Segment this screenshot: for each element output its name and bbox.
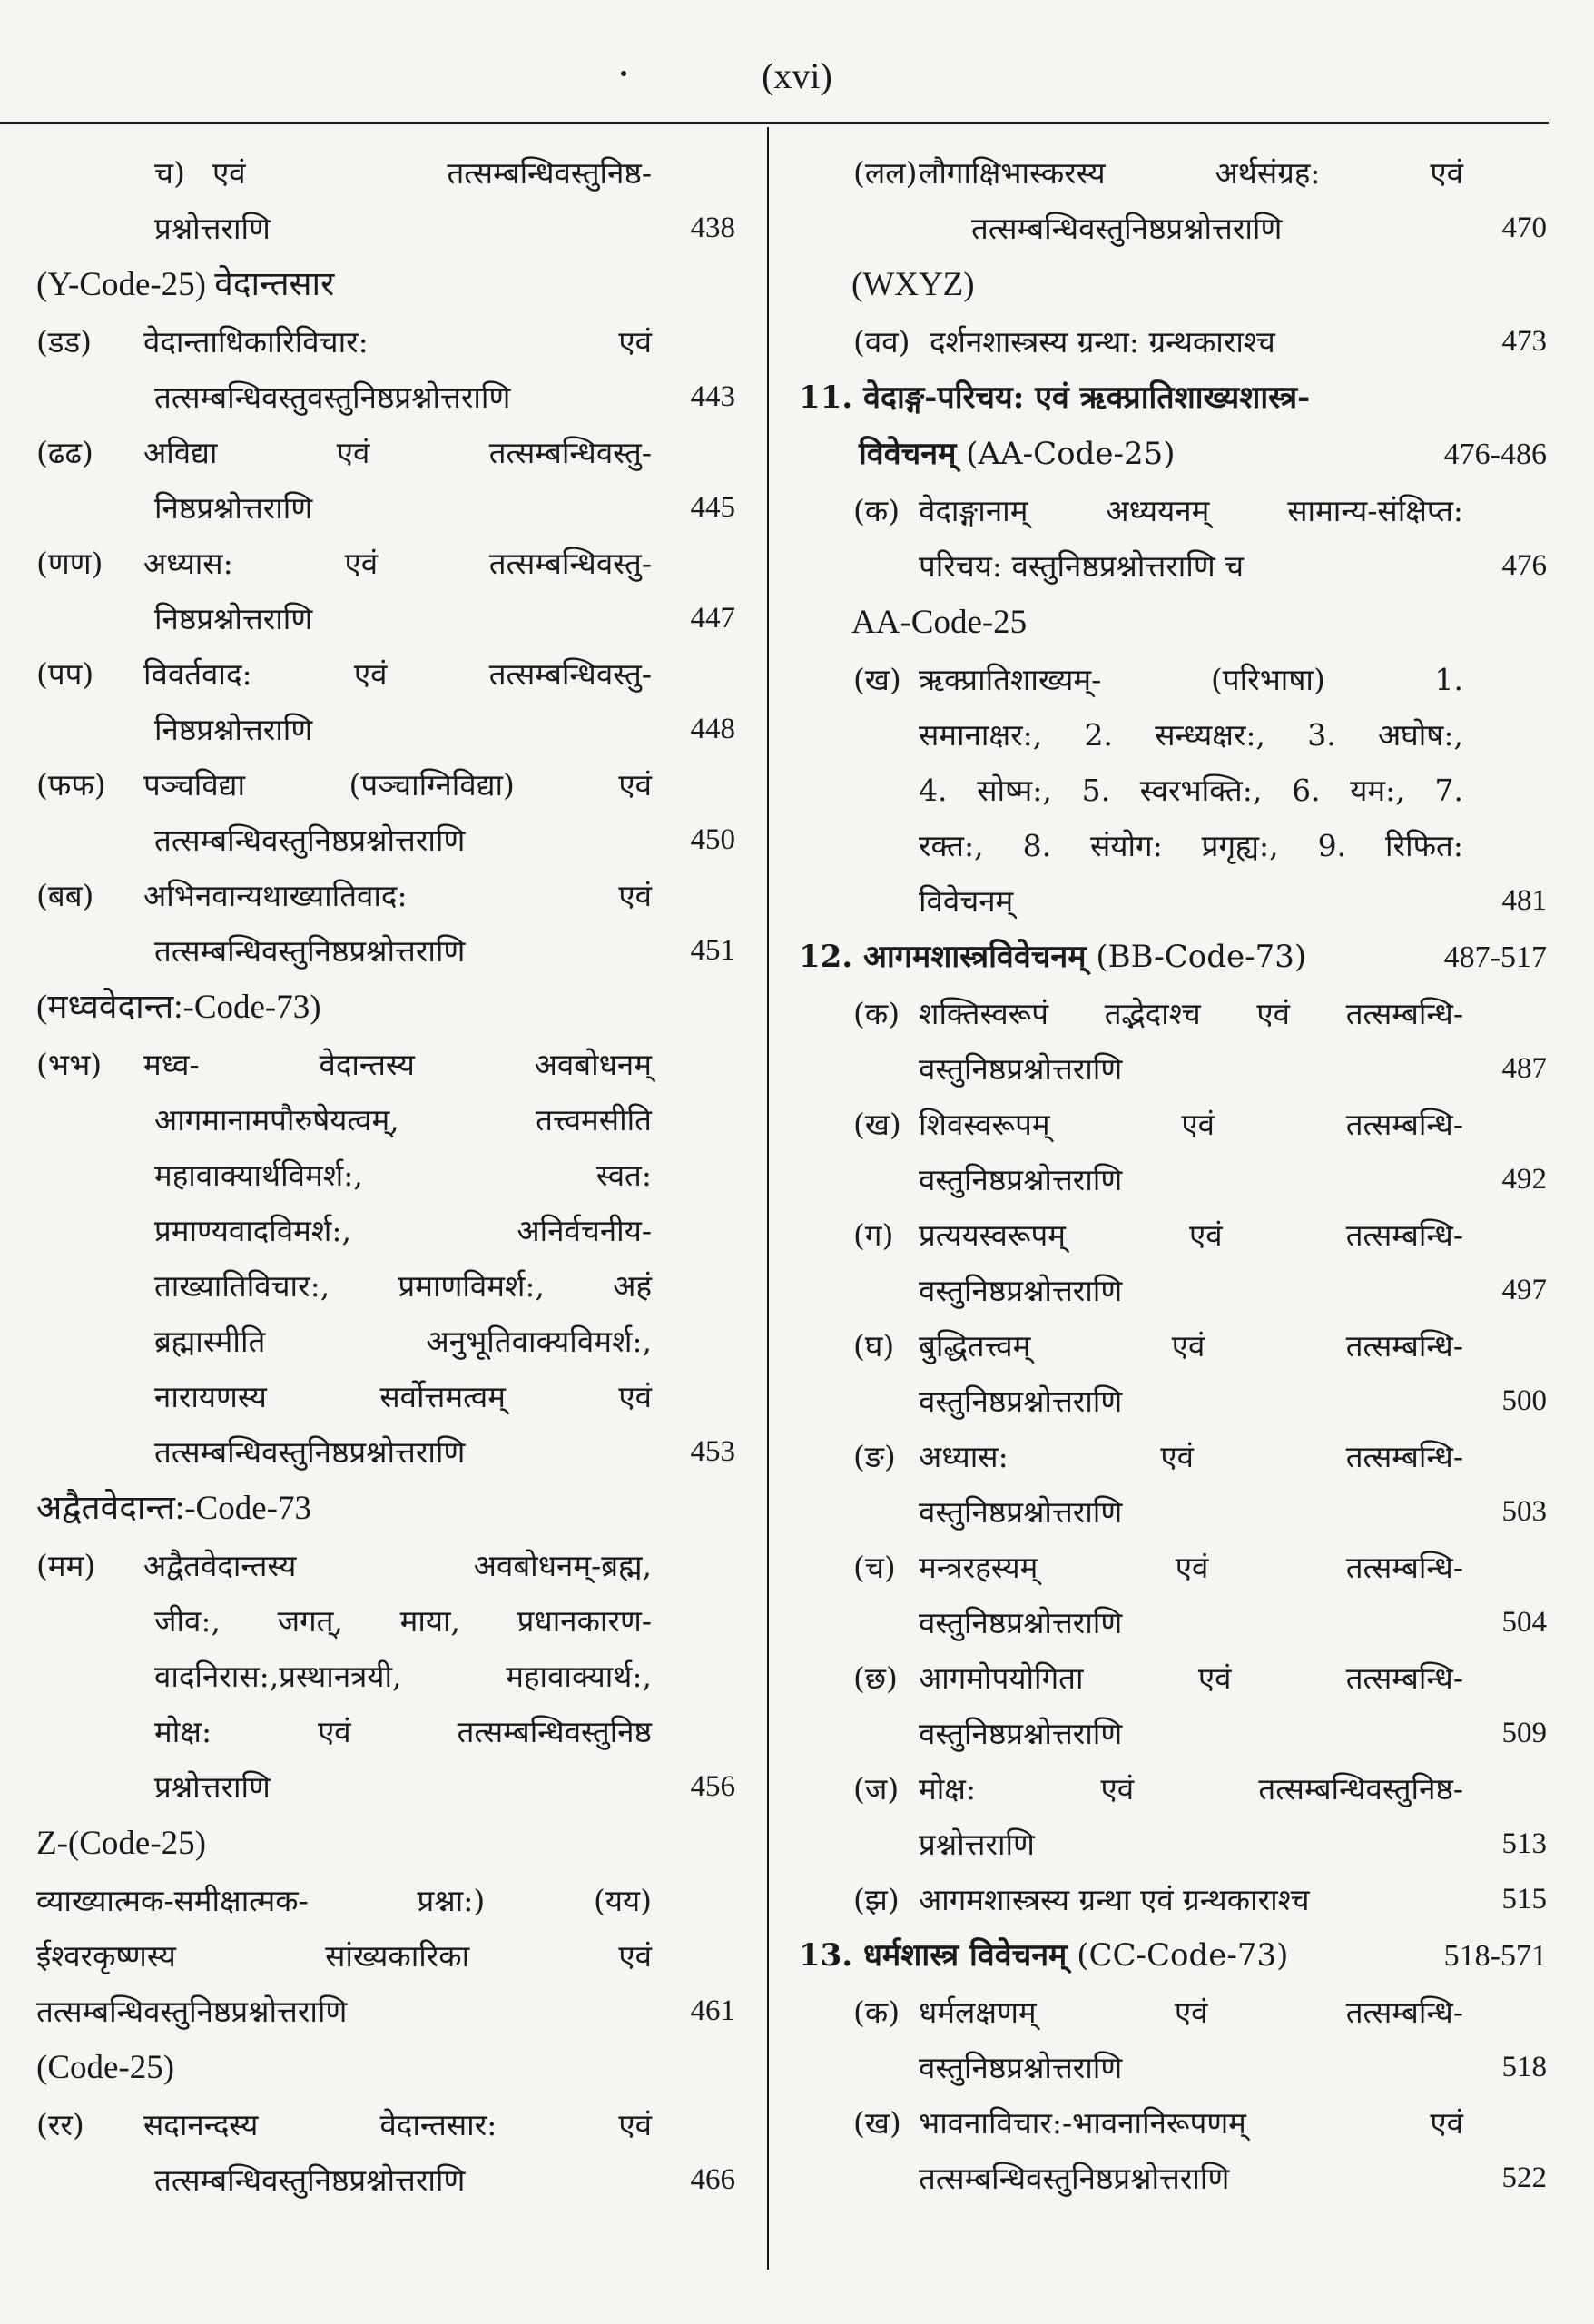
section-heading: (Code-25) bbox=[36, 2049, 175, 2086]
entry-title: एवं तत्सम्बन्धिवस्तुनिष्ठ- bbox=[212, 155, 652, 191]
toc-entry bbox=[36, 314, 735, 425]
entry-title: दर्शनशास्त्रस्य ग्रन्था: ग्रन्थकाराश्च bbox=[930, 324, 1275, 359]
entry-title: व्याख्यात्मक-समीक्षात्मक- प्रश्ना:) (यय) bbox=[36, 1883, 652, 1918]
toc-entry bbox=[36, 2097, 735, 2208]
toc-paragraph bbox=[36, 1873, 735, 2039]
page-ref: 518 bbox=[1501, 2051, 1547, 2083]
entry-title: वेदान्ताधिकारिविचार: एवं bbox=[143, 324, 652, 359]
page-ref: 470 bbox=[1501, 212, 1547, 244]
toc-entry bbox=[36, 1538, 735, 1815]
entry-title: लौगाक्षिभास्करस्य अर्थसंग्रह: एवं bbox=[919, 155, 1463, 191]
right-column bbox=[799, 145, 1547, 2206]
entry-label: (भभ) bbox=[36, 1047, 103, 1082]
entry-title-cont: तत्सम्बन्धिवस्तुनिष्ठप्रश्नोत्तराणि bbox=[154, 822, 466, 858]
toc-entry bbox=[799, 314, 1547, 369]
page-ref: 504 bbox=[1501, 1606, 1547, 1639]
toc-entry bbox=[799, 1207, 1547, 1318]
entry-title: मध्व- वेदान्तस्य अवबोधनम् bbox=[143, 1047, 652, 1082]
entry-label: (ज) bbox=[853, 1771, 900, 1807]
toc-entry bbox=[799, 2095, 1547, 2206]
entry-title-cont: प्रश्नोत्तराणि bbox=[154, 211, 271, 246]
entry-title-cont: महावाक्यार्थविमर्श:, स्वत: bbox=[154, 1157, 652, 1193]
page-range: 487-517 bbox=[1443, 940, 1547, 974]
entry-title-cont: 4. सोष्म:, 5. स्वरभक्ति:, 6. यम:, 7. bbox=[919, 773, 1463, 808]
entry-label: (वव) bbox=[853, 324, 910, 359]
entry-title-cont: निष्ठप्रश्नोत्तराणि bbox=[154, 712, 313, 747]
entry-title: धर्मलक्षणम् एवं तत्सम्बन्धि- bbox=[919, 1994, 1463, 2030]
entry-title: वेदाङ्गानाम् अध्ययनम् सामान्य-संक्षिप्त: bbox=[919, 493, 1463, 528]
page-ref: 492 bbox=[1501, 1163, 1547, 1196]
entry-label: (ढढ) bbox=[36, 435, 93, 470]
entry-label: च) bbox=[154, 155, 185, 191]
entry-title: पञ्चविद्या (पञ्चाग्निविद्या) एवं bbox=[143, 767, 652, 803]
entry-title: अविद्या एवं तत्सम्बन्धिवस्तु- bbox=[143, 435, 652, 470]
column-divider bbox=[767, 127, 769, 2270]
entry-title-cont: जीव:, जगत्, माया, प्रधानकारण- bbox=[154, 1603, 652, 1639]
entry-title-cont: तत्सम्बन्धिवस्तुवस्तुनिष्ठप्रश्नोत्तराणि bbox=[154, 379, 511, 415]
entry-title-cont: रक्त:, 8. संयोग: प्रगृह्य:, 9. रिफित: bbox=[919, 828, 1463, 863]
toc-entry bbox=[799, 1318, 1547, 1429]
chapter-code: (BB-Code-73) bbox=[1096, 939, 1307, 975]
toc-entry bbox=[36, 425, 735, 536]
chapter-title bbox=[799, 1927, 1547, 1984]
page-ref: 473 bbox=[1501, 325, 1547, 358]
entry-title-cont: तत्सम्बन्धिवस्तुनिष्ठप्रश्नोत्तराणि bbox=[154, 933, 466, 969]
entry-label: (ग) bbox=[853, 1217, 894, 1253]
entry-label: (णण) bbox=[36, 546, 103, 581]
entry-label: (बब) bbox=[36, 878, 94, 913]
entry-title-cont: प्रश्नोत्तराणि bbox=[919, 1827, 1035, 1862]
entry-title: आगमशास्त्रस्य ग्रन्था एवं ग्रन्थकाराश्च bbox=[919, 1882, 1310, 1917]
entry-title-cont: वस्तुनिष्ठप्रश्नोत्तराणि bbox=[919, 1384, 1123, 1419]
left-column bbox=[36, 145, 735, 2208]
section-heading: AA-Code-25 bbox=[851, 604, 1028, 641]
entry-title-cont: वस्तुनिष्ठप्रश्नोत्तराणि bbox=[919, 1162, 1123, 1197]
page-ref: 503 bbox=[1501, 1495, 1547, 1528]
page-ref: 500 bbox=[1501, 1384, 1547, 1417]
entry-title: अध्यास: एवं तत्सम्बन्धिवस्तु- bbox=[143, 546, 652, 581]
entry-title: मन्त्ररहस्यम् एवं तत्सम्बन्धि- bbox=[919, 1550, 1463, 1585]
entry-title-cont: तत्सम्बन्धिवस्तुनिष्ठप्रश्नोत्तराणि bbox=[971, 211, 1283, 246]
entry-label: (मम) bbox=[36, 1548, 96, 1583]
toc-entry bbox=[799, 1650, 1547, 1761]
page-range: 476-486 bbox=[1443, 438, 1547, 471]
entry-label: (ख) bbox=[853, 662, 901, 697]
toc-entry bbox=[799, 986, 1547, 1097]
entry-label: (ख) bbox=[853, 2105, 901, 2141]
entry-title-cont: ताख्यातिविचार:, प्रमाणविमर्श:, अहं bbox=[154, 1268, 652, 1304]
page-ref: 453 bbox=[690, 1435, 735, 1468]
entry-title: बुद्धितत्त्वम् एवं तत्सम्बन्धि- bbox=[919, 1328, 1463, 1364]
page-ref: 522 bbox=[1501, 2162, 1547, 2194]
page-ref: 443 bbox=[690, 380, 735, 413]
entry-title: अध्यास: एवं तत्सम्बन्धि- bbox=[919, 1439, 1463, 1474]
page-ref: 481 bbox=[1501, 884, 1547, 917]
toc-entry bbox=[799, 1429, 1547, 1540]
entry-label: (झ) bbox=[853, 1882, 900, 1917]
page-ref: 461 bbox=[690, 1994, 735, 2027]
entry-title: ऋक्प्रातिशाख्यम्- (परिभाषा) 1. bbox=[919, 662, 1463, 697]
entry-title-cont: नारायणस्य सर्वोत्तमत्वम् एवं bbox=[154, 1379, 652, 1414]
toc-entry bbox=[799, 483, 1547, 594]
toc-entry bbox=[799, 1761, 1547, 1872]
entry-title-cont: वस्तुनिष्ठप्रश्नोत्तराणि bbox=[919, 1051, 1123, 1087]
chapter-title: 11. वेदाङ्ग-परिचय: एवं ऋक्प्रातिशाख्यशास्त्र- bbox=[799, 379, 1311, 416]
toc-entry bbox=[799, 145, 1547, 256]
chapter-name: विवेचनम् bbox=[859, 436, 957, 472]
entry-title: आगमोपयोगिता एवं तत्सम्बन्धि- bbox=[919, 1660, 1463, 1696]
entry-title-cont: वादनिरास:,प्रस्थानत्रयी, महावाक्यार्थ:, bbox=[154, 1659, 652, 1694]
entry-title-cont: आगमानामपौरुषेयत्वम्, तत्त्वमसीति bbox=[154, 1102, 652, 1137]
page-ref: 447 bbox=[690, 602, 735, 635]
entry-label: (छ) bbox=[853, 1660, 898, 1696]
entry-title-cont: वस्तुनिष्ठप्रश्नोत्तराणि bbox=[919, 1605, 1123, 1640]
page-ref: 438 bbox=[690, 212, 735, 244]
toc-entry bbox=[799, 1872, 1547, 1927]
entry-label: (क) bbox=[853, 996, 900, 1031]
entry-title-cont: तत्सम्बन्धिवस्तुनिष्ठप्रश्नोत्तराणि bbox=[154, 2162, 466, 2198]
entry-label: (च) bbox=[853, 1550, 896, 1585]
entry-title: विवर्तवाद: एवं तत्सम्बन्धिवस्तु- bbox=[143, 656, 652, 692]
section-heading: अद्वैतवेदान्त:-Code-73 bbox=[36, 1490, 311, 1527]
entry-label: (पप) bbox=[36, 656, 94, 692]
chapter-title bbox=[799, 929, 1547, 986]
section-heading: (Y-Code-25) वेदान्तसार bbox=[36, 266, 335, 303]
entry-label: (लल) bbox=[853, 155, 918, 191]
section-heading: Z-(Code-25) bbox=[36, 1825, 206, 1862]
toc-entry bbox=[36, 1037, 735, 1480]
section-heading: (मध्ववेदान्त:-Code-73) bbox=[36, 989, 321, 1026]
page-ref: 509 bbox=[1501, 1717, 1547, 1749]
entry-title-cont: ईश्वरकृष्णस्य सांख्यकारिका एवं bbox=[36, 1938, 652, 1974]
page-ref: 448 bbox=[690, 713, 735, 745]
entry-title-cont: ब्रह्मास्मीति अनुभूतिवाक्यविमर्श:, bbox=[154, 1324, 652, 1359]
chapter-code: (CC-Code-73) bbox=[1077, 1937, 1289, 1974]
entry-title-cont: निष्ठप्रश्नोत्तराणि bbox=[154, 490, 313, 526]
chapter-code: (AA-Code-25) bbox=[966, 436, 1176, 472]
entry-label: (रर) bbox=[36, 2107, 84, 2142]
toc-entry bbox=[36, 757, 735, 868]
toc-entry bbox=[799, 652, 1547, 929]
entry-title-cont: वस्तुनिष्ठप्रश्नोत्तराणि bbox=[919, 1273, 1123, 1308]
entry-label: (ङ) bbox=[853, 1439, 896, 1474]
section-heading: (WXYZ) bbox=[851, 266, 975, 303]
entry-title: अभिनवान्यथाख्यातिवाद: एवं bbox=[143, 878, 652, 913]
page-ref: 497 bbox=[1501, 1274, 1547, 1306]
page-ref: 513 bbox=[1501, 1827, 1547, 1860]
chapter-name: 12. आगमशास्त्रविवेचनम् bbox=[799, 939, 1087, 975]
page-ref: 466 bbox=[690, 2163, 735, 2196]
entry-label: (डड) bbox=[36, 324, 93, 359]
header-rule bbox=[0, 122, 1549, 124]
chapter-title-cont bbox=[799, 426, 1547, 483]
entry-title-cont: वस्तुनिष्ठप्रश्नोत्तराणि bbox=[919, 1494, 1123, 1530]
page-range: 518-571 bbox=[1443, 1939, 1547, 1973]
toc-entry bbox=[36, 646, 735, 757]
entry-label: (ख) bbox=[853, 1107, 901, 1142]
entry-title-cont: तत्सम्बन्धिवस्तुनिष्ठप्रश्नोत्तराणि bbox=[36, 1994, 348, 2029]
page-number: (xvi) bbox=[762, 55, 832, 96]
toc-entry bbox=[36, 536, 735, 646]
entry-title-cont: परिचय: वस्तुनिष्ठप्रश्नोत्तराणि च bbox=[919, 548, 1245, 584]
page-ref: 445 bbox=[690, 491, 735, 524]
entry-title: प्रत्ययस्वरूपम् एवं तत्सम्बन्धि- bbox=[919, 1217, 1463, 1253]
entry-title-cont: प्रश्नोत्तराणि bbox=[154, 1769, 271, 1805]
page-ref: 515 bbox=[1501, 1883, 1547, 1915]
entry-title: मोक्ष: एवं तत्सम्बन्धिवस्तुनिष्ठ- bbox=[919, 1771, 1463, 1807]
toc-entry bbox=[36, 145, 735, 256]
entry-title-cont: प्रमाण्यवादविमर्श:, अनिर्वचनीय- bbox=[154, 1213, 652, 1248]
page-ref: 451 bbox=[690, 934, 735, 967]
entry-title: भावनाविचार:-भावनानिरूपणम् एवं bbox=[919, 2105, 1463, 2141]
entry-title-cont: मोक्ष: एवं तत्सम्बन्धिवस्तुनिष्ठ bbox=[154, 1714, 652, 1749]
entry-title: शिवस्वरूपम् एवं तत्सम्बन्धि- bbox=[919, 1107, 1463, 1142]
page-ref: 450 bbox=[690, 823, 735, 856]
chapter-name: 13. धर्मशास्त्र विवेचनम् bbox=[799, 1937, 1068, 1974]
toc-entry bbox=[799, 1097, 1547, 1207]
entry-label: (फफ) bbox=[36, 767, 106, 803]
entry-title-cont: समानाक्षर:, 2. सन्ध्यक्षर:, 3. अघोष:, bbox=[919, 717, 1463, 753]
entry-title-cont: विवेचनम् bbox=[919, 883, 1014, 919]
toc-entry bbox=[36, 868, 735, 979]
entry-label: (घ) bbox=[853, 1328, 895, 1364]
toc-entry bbox=[799, 1540, 1547, 1650]
entry-title-cont: निष्ठप्रश्नोत्तराणि bbox=[154, 601, 313, 636]
page-ref: 487 bbox=[1501, 1052, 1547, 1085]
page-ref: 456 bbox=[690, 1770, 735, 1803]
entry-title-cont: वस्तुनिष्ठप्रश्नोत्तराणि bbox=[919, 1716, 1123, 1751]
entry-label: (क) bbox=[853, 1994, 900, 2030]
entry-title-cont: वस्तुनिष्ठप्रश्नोत्तराणि bbox=[919, 2050, 1123, 2085]
entry-title: अद्वैतवेदान्तस्य अवबोधनम्-ब्रह्म, bbox=[143, 1548, 652, 1583]
entry-title: शक्तिस्वरूपं तद्भेदाश्च एवं तत्सम्बन्धि- bbox=[919, 996, 1463, 1031]
entry-title: सदानन्दस्य वेदान्तसार: एवं bbox=[143, 2107, 652, 2142]
entry-title-cont: तत्सम्बन्धिवस्तुनिष्ठप्रश्नोत्तराणि bbox=[919, 2161, 1230, 2196]
page-ref: 476 bbox=[1501, 549, 1547, 582]
entry-title-cont: तत्सम्बन्धिवस्तुनिष्ठप्रश्नोत्तराणि bbox=[154, 1434, 466, 1470]
print-dot bbox=[621, 71, 626, 76]
toc-entry bbox=[799, 1984, 1547, 2095]
entry-label: (क) bbox=[853, 493, 900, 528]
